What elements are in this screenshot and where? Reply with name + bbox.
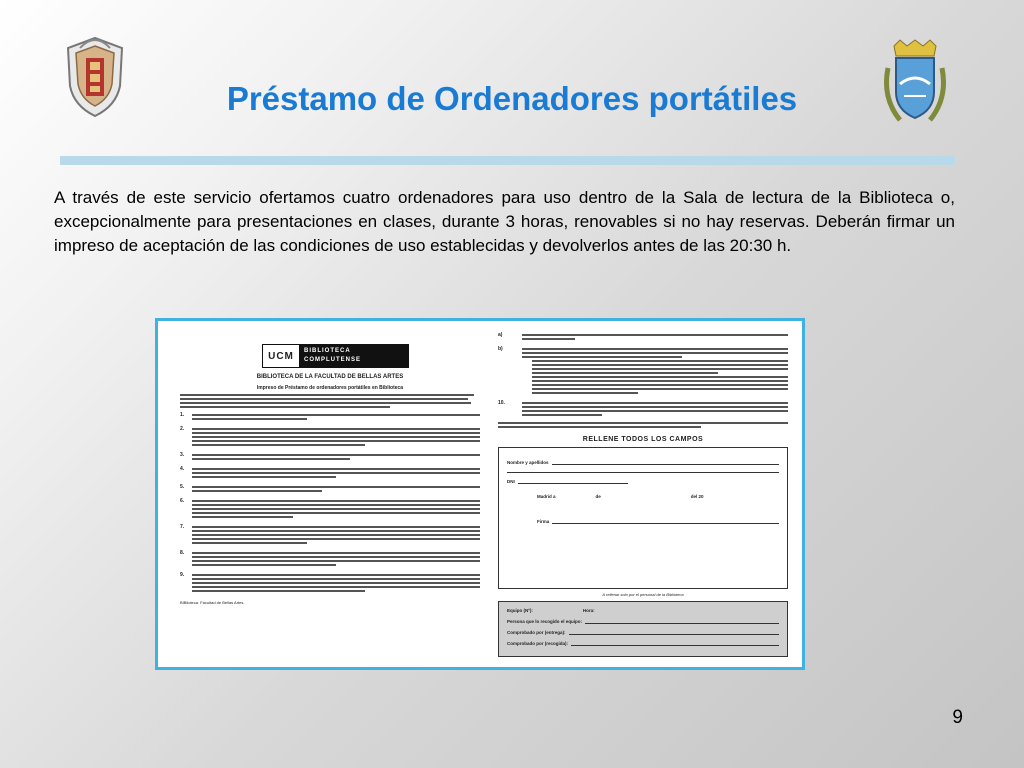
- field-date: Madrid a de del 20: [537, 494, 704, 499]
- form-rule: 9.: [180, 572, 480, 594]
- form-rule: 2.: [180, 426, 480, 448]
- field-dni: DNI: [507, 479, 779, 484]
- form-left-column: [180, 330, 480, 605]
- ucm-library-logo: [262, 344, 409, 368]
- field-checked-return: Comprobado por (recogida):: [507, 641, 779, 646]
- field-equipment: Equipo (Nº): Hora:: [507, 608, 595, 613]
- form-rule: a): [498, 332, 788, 342]
- form-right-column: [498, 330, 788, 657]
- staff-box: [498, 601, 788, 657]
- loan-form-image: [155, 318, 805, 670]
- slide-title: Préstamo de Ordenadores portátiles: [226, 80, 798, 117]
- form-rule: 4.: [180, 466, 480, 480]
- form-footer: BIBlioteca. Facultad de Bellas Artes.: [180, 600, 245, 605]
- logo-line-2: COMPLUTENSE: [304, 357, 362, 363]
- form-intro-lines: [180, 394, 480, 408]
- ucm-logo-text: [299, 345, 408, 367]
- user-details-box: [498, 447, 788, 589]
- form-rule: 7.: [180, 524, 480, 546]
- field-checked-delivery: Comprobado por (entrega):: [507, 630, 779, 635]
- field-blank: [507, 471, 779, 473]
- field-collected-by: Persona que lo recogido el equipo:: [507, 619, 779, 624]
- form-heading: BIBLIOTECA DE LA FACULTAD DE BELLAS ARTES: [256, 374, 404, 380]
- field-name: Nombre y apellidos: [507, 460, 779, 465]
- logo-line-1: BIBLIOTECA: [304, 348, 351, 354]
- form-rule: b): [498, 346, 788, 396]
- page-number: 9: [952, 707, 963, 728]
- fill-all-fields-heading: RELLENE TODOS LOS CAMPOS: [582, 436, 704, 443]
- title-divider: [60, 156, 955, 165]
- form-rule: 6.: [180, 498, 480, 520]
- signature-statement: [498, 422, 788, 428]
- form-subheading: Impreso de Préstamo de ordenadores portátiles en Biblioteca: [256, 385, 404, 391]
- loan-form-document: [180, 330, 780, 650]
- form-rule: 3.: [180, 452, 480, 462]
- form-rule: 5.: [180, 484, 480, 494]
- form-rule: 8.: [180, 550, 480, 568]
- form-rule: 1.: [180, 412, 480, 422]
- staff-only-note: A rellenar solo por el personal de la Biblioteca: [602, 592, 684, 597]
- ucm-logo-mark: UCM: [268, 350, 294, 362]
- intro-paragraph: A través de este servicio ofertamos cuatro ordenadores para uso dentro de la Sala de lectura de la Biblioteca o, excepcionalmente para presentaciones en clases, durante 3 horas, renovables si no hay reservas. Deberán firmar un impreso de aceptación de las condiciones de uso establecidas y devolverlos antes de las 20:30 h.: [54, 188, 955, 255]
- field-signature: Firma: [507, 519, 779, 524]
- form-rule: 10.: [498, 400, 788, 418]
